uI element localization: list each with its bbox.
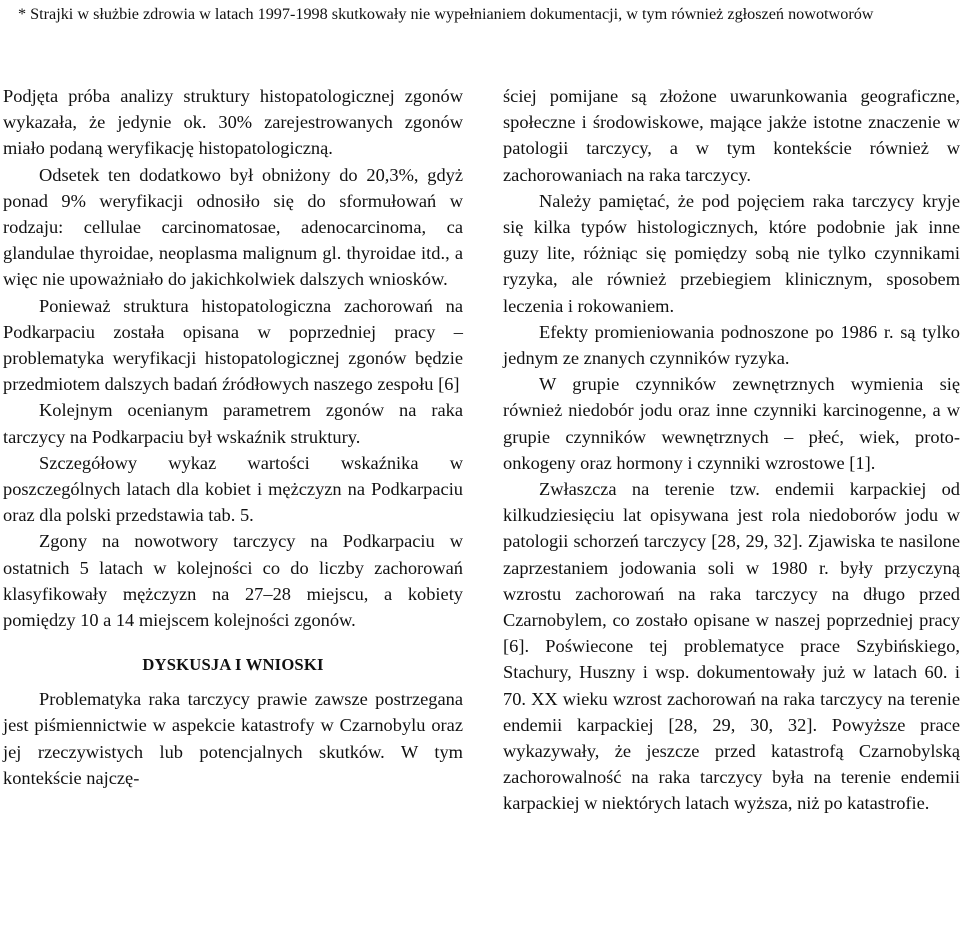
footnote: * Strajki w służbie zdrowia w latach 1997-1998 skutkowały nie wypełnianiem dokumentacji, w tym również zgłoszeń nowotworów <box>18 5 874 23</box>
paragraph: Szczegółowy wykaz wartości wskaźnika w poszczególnych latach dla kobiet i mężczyzn na Podkarpaciu oraz dla polski przedstawia tab. 5. <box>3 452 463 526</box>
paragraph: Zgony na nowotwory tarczycy na Podkarpaciu w ostatnich 5 latach w kolejności co do liczby zachorowań klasyfikowały mężczyzn na 27–28 miejscu, a kobiety pomiędzy 10 a 14 miejscem kolejności zgonów. <box>3 531 463 631</box>
paragraph: Ponieważ struktura histopatologiczna zachorowań na Podkarpaciu została opisana w poprzedniej pracy – problematyka weryfikacji histopatologicznej zgonów będzie przedmiotem dalszych badań źródłowych naszego zespołu [6] <box>3 295 463 395</box>
paragraph: Problematyka raka tarczycy prawie zawsze postrzegana jest piśmiennictwie w aspekcie katastrofy w Czarnobylu oraz jej rzeczywistych lub potencjalnych skutków. W tym kontekście najczę- <box>3 689 463 788</box>
paragraph: Odsetek ten dodatkowo był obniżony do 20,3%, gdyż ponad 9% weryfikacji odnosiło się do sformułowań w rodzaju: cellulae carcinomatosae, adenocarcinoma, ca glandulae thyroidae, neoplasma malignum gl. thyroidae itd., a więc nie upoważniało do jakichkolwiek dalszych wniosków. <box>3 164 463 290</box>
paragraph: W grupie czynników zewnętrznych wymienia się również niedobór jodu oraz inne czynniki karcinogenne, a w grupie czynników wewnętrznych – płeć, wiek, proto- onkogeny oraz hormony i czynniki wzrostowe [1]. <box>503 374 960 473</box>
section-heading: DYSKUSJA I WNIOSKI <box>142 655 324 675</box>
paragraph: Zwłaszcza na terenie tzw. endemii karpackiej od kilkudziesięciu lat opisywana jest rola niedoborów jodu w patologii schorzeń tarczycy [28, 29, 32]. Zjawiska te nasilone zaprzestaniem jodowania soli w 1980 r. były przyczyną wzrostu zachorowań na raka tarczycy na długo przed Czarnobylem, co zostało opisane w naszej poprzedniej pracy [6]. Poświecone tej problematyce prace Szybińskiego, Stachury, Huszny i wsp. dokumentowały już w latach 60. i 70. XX wieku wzrost zachorowań na raka tarczycy na terenie endemii karpackiej [28, 29, 30, 32]. Powyższe prace wykazywały, że jeszcze przed katastrofą Czarnobylską zachorowalność na raka tarczycy była na terenie endemii karpackiej w niektórych latach wyższa, niż po katastrofie. <box>503 479 960 814</box>
paragraph: Należy pamiętać, że pod pojęciem raka tarczycy kryje się kilka typów histologicznych, które podobnie jak inne guzy lite, różniąc się pomiędzy sobą nie tylko czynnikami ryzyka, ale również przebiegiem klinicznym, sposobem leczenia i rokowaniem. <box>503 190 960 316</box>
paragraph: ściej pomijane są złożone uwarunkowania geograficzne, społeczne i środowiskowe, mające jakże istotne znaczenie w patologii tarczycy, a w tym kontekście również w zachorowaniach na raka tarczycy. <box>503 86 960 185</box>
paragraph: Podjęta próba analizy struktury histopatologicznej zgonów wykazała, że jedynie ok. 30% zarejestrowanych zgonów miało podaną weryfikację histopatologiczną. <box>3 86 463 159</box>
paragraph: Kolejnym ocenianym parametrem zgonów na raka tarczycy na Podkarpaciu był wskaźnik struktury. <box>3 400 463 447</box>
left-column <box>3 83 463 791</box>
right-column <box>503 83 960 817</box>
paragraph: Efekty promieniowania podnoszone po 1986 r. są tylko jednym ze znanych czynników ryzyka. <box>503 321 960 369</box>
